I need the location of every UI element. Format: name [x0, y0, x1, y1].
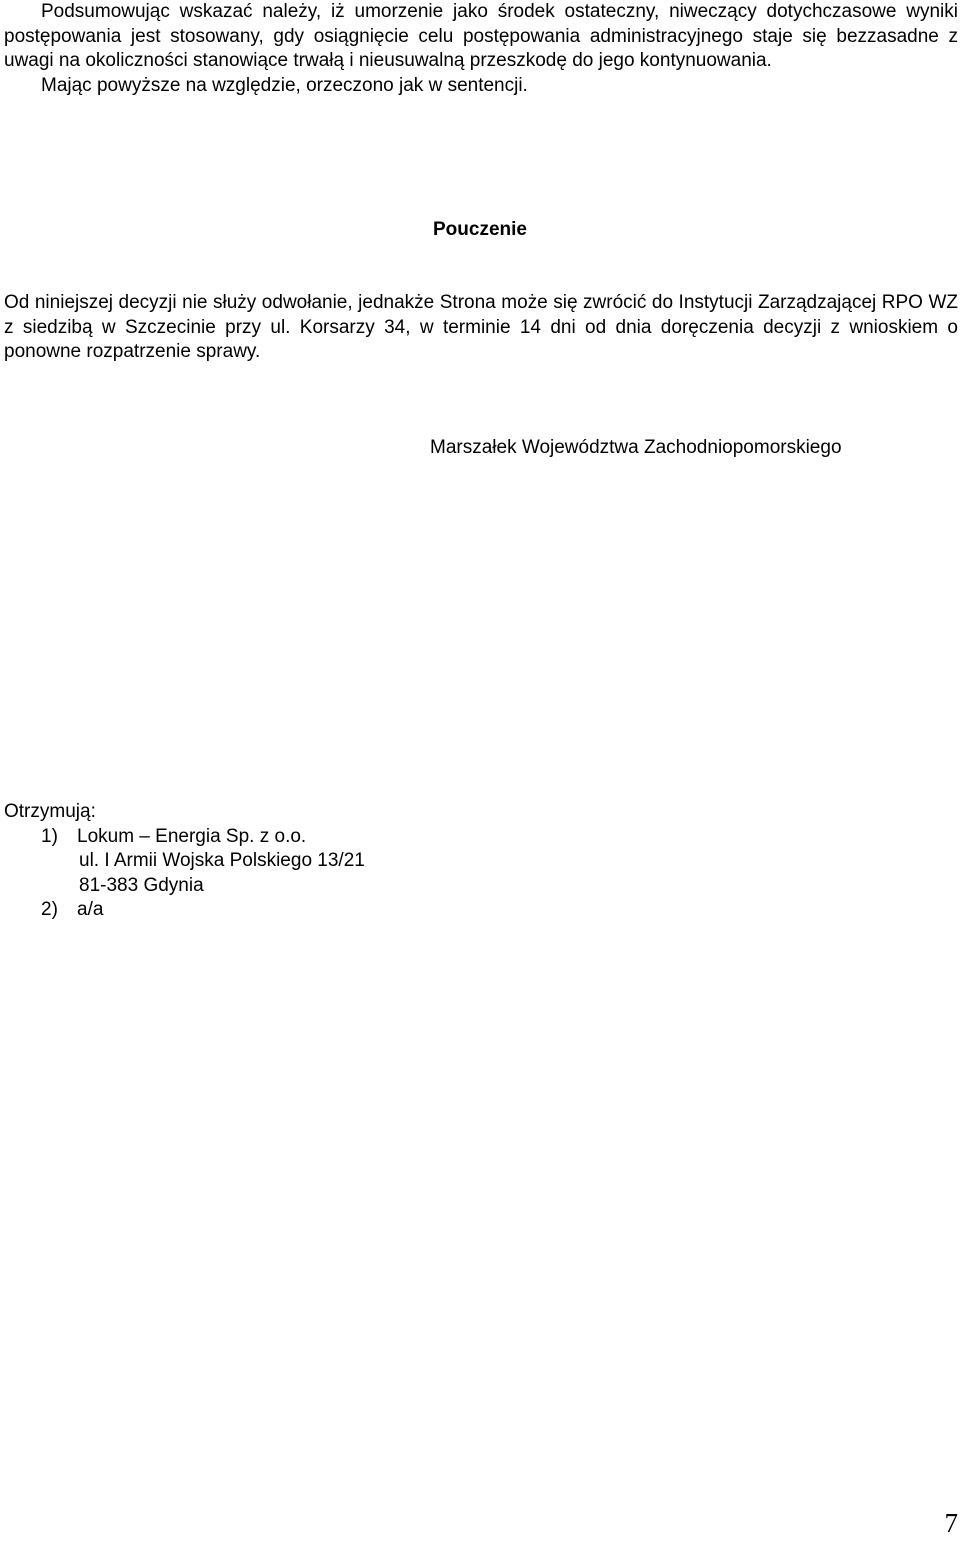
recipients-list: [4, 800, 365, 923]
recipient-name: a/a: [77, 899, 104, 920]
recipient-item: [4, 898, 365, 923]
recipient-name: Lokum – Energia Sp. z o.o.: [77, 825, 307, 847]
sentence-reference: Mając powyższe na względzie, orzeczono jak w sentencji.: [41, 74, 528, 96]
recipient-item: [4, 825, 365, 850]
recipient-address-city: 81-383 Gdynia: [79, 874, 204, 896]
recipients-label: Otrzymują:: [4, 801, 96, 822]
page-number: 7: [944, 1508, 958, 1538]
conclusion-paragraph: [4, 0, 958, 98]
recipient-number: 1): [41, 825, 58, 847]
instruction-heading: Pouczenie: [433, 219, 527, 240]
signature-block: Marszałek Województwa Zachodniopomorskiego: [430, 437, 842, 458]
recipient-address-street: ul. I Armii Wojska Polskiego 13/21: [79, 850, 365, 871]
instruction-paragraph: Od niniejszej decyzji nie służy odwołanie, jednakże Strona może się zwrócić do Instytucji Zarządzającej RPO WZ z siedzibą w Szczecinie przy ul. Korsarzy 34, w terminie 14 dni od dnia doręczenia decyzji z wnioskiem o ponowne rozpatrzenie sprawy.: [4, 292, 958, 362]
conclusion-text: Podsumowując wskazać należy, iż umorzenie jako środek ostateczny, niweczący dotychczasowe wyniki postępowania jest stosowany, gdy osiągnięcie celu postępowania administracyjnego staje się bezzasadne z uwagi na okoliczności stanowiące trwałą i nieusuwalną przeszkodę do jego kontynuowania.: [4, 1, 958, 71]
recipient-number: 2): [41, 899, 58, 920]
